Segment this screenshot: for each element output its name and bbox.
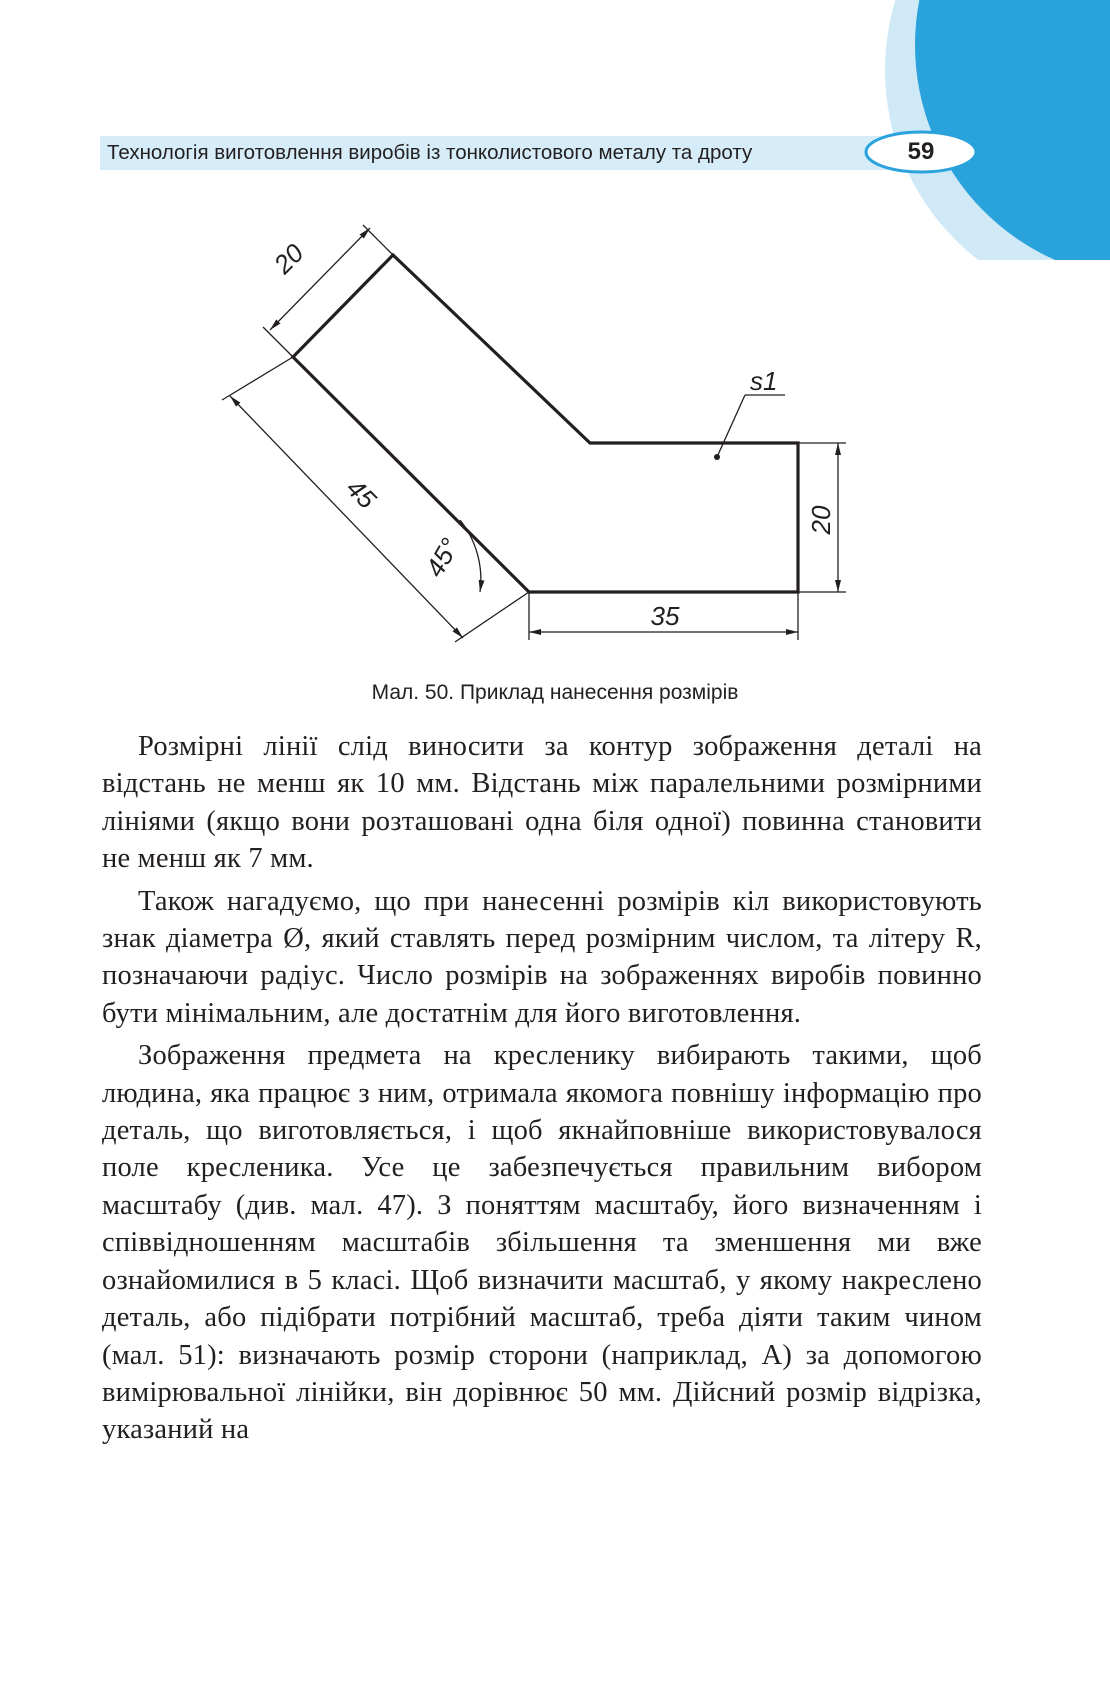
extension-line <box>263 327 293 357</box>
page-number: 59 <box>907 138 935 165</box>
angle-arc <box>460 520 481 592</box>
dim-angle-label: 45° <box>419 532 466 583</box>
paragraph: Зображення предмета на кресленику вибирають такими, щоб людина, яка працює з ним, отримала якомога повнішу інформацію про деталь, що виготовляється, і щоб якнайповніше використовувалося поле кресленика. Усе це забезпечується правильним вибором масштабу (див. мал. 47). З поняттям масштабу, його визначенням і співвідношенням масштабів збільшення та зменшення ми вже ознайомилися в 5 класі. Щоб визначити масштаб, у якому накреслено деталь, або підібрати потрібний масштаб, треба діяти таким чином (мал. 51): визначають розмір сторони (наприклад, A) за допомогою вимірювальної лінійки, він дорівнює 50 мм. Дійсний розмір відрізка, указаний на <box>102 1040 982 1446</box>
dim-top-label: 20 <box>267 237 310 280</box>
paragraph: Розмірні лінії слід виносити за контур зображення деталі на відстань не менш як 10 мм. Відстань між паралельними розмірними лініями (якщо вони розташовані одна біля одної) повинна становити не менш як 7 мм. <box>102 731 982 875</box>
part-contour <box>293 255 798 592</box>
dim-right-label: 20 <box>806 505 836 535</box>
extension-line <box>363 225 393 255</box>
dimension-line-diagonal <box>230 396 466 638</box>
body-text <box>102 728 982 1454</box>
leader-dot <box>714 454 720 460</box>
figure-caption: Мал. 50. Приклад нанесення розмірів <box>371 681 739 704</box>
running-title: Технологія виготовлення виробів із тонколистового металу та дроту <box>107 141 753 164</box>
thickness-label: s1 <box>750 366 778 396</box>
dim-bottom-label: 35 <box>650 601 680 631</box>
paragraph: Також нагадуємо, що при нанесенні розмірів кіл використовують знак діаметра Ø, який ставлять перед розмірним числом, та літеру R, позначаючи радіус. Число розмірів на зображеннях виробів повинно бути мінімальним, але достатнім для його виготовлення. <box>102 885 982 1029</box>
extension-line <box>222 357 293 400</box>
leader-line <box>717 395 745 457</box>
dim-diag-label: 45 <box>340 472 383 515</box>
dimension-drawing <box>200 200 900 670</box>
extension-line <box>455 592 529 642</box>
